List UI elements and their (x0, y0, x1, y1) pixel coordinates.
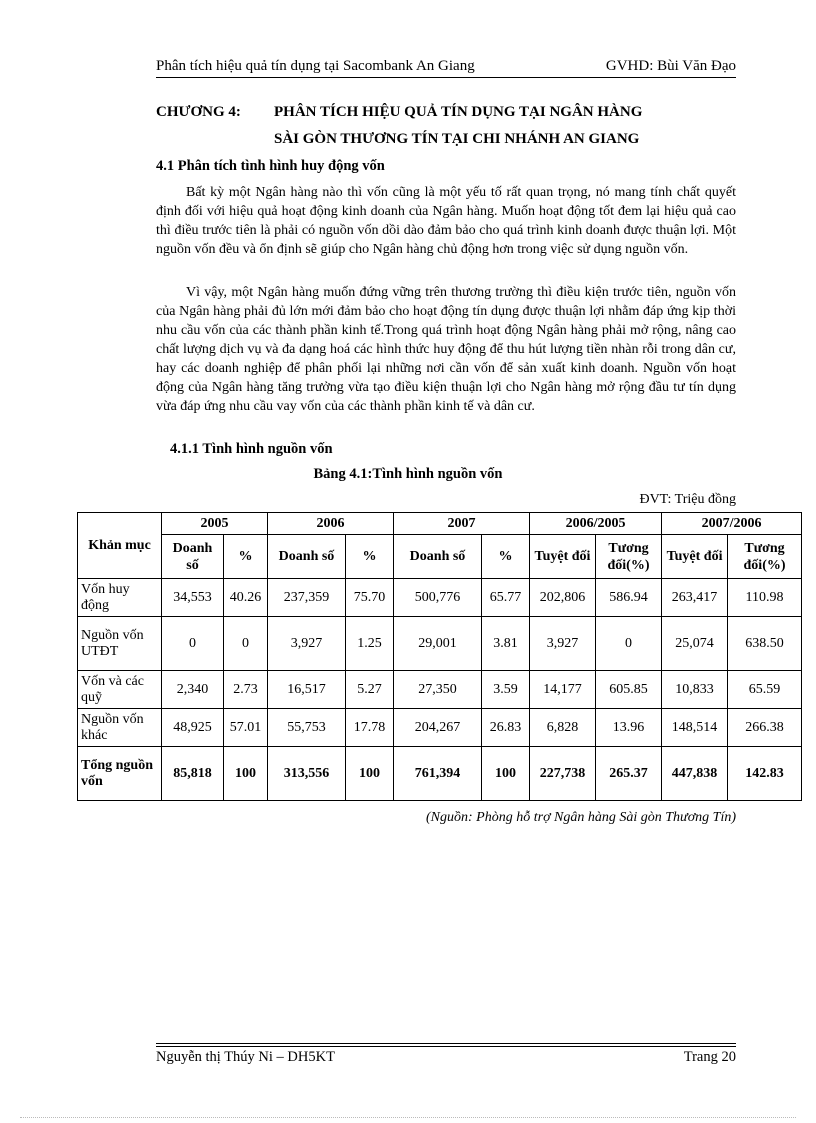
page-header (156, 58, 736, 75)
cell: 13.96 (596, 709, 662, 747)
cell: 17.78 (346, 709, 394, 747)
cell: 202,806 (530, 579, 596, 617)
cell: 148,514 (662, 709, 728, 747)
table-total-row (78, 747, 802, 801)
header-advisor: GVHD: Bùi Văn Đạo (605, 58, 736, 74)
header-rule (156, 77, 736, 78)
cell: 3,927 (530, 617, 596, 671)
cell: 2,340 (162, 671, 224, 709)
cell: 85,818 (162, 747, 224, 801)
table-source: (Nguồn: Phòng hỗ trợ Ngân hàng Sài gòn Thương Tín) (426, 810, 736, 825)
cell: 142.83 (728, 747, 802, 801)
subheader-cell: Doanh số (394, 535, 482, 579)
header-item: Khản mục (78, 513, 162, 579)
cell: 447,838 (662, 747, 728, 801)
cell: 237,359 (268, 579, 346, 617)
cell: 16,517 (268, 671, 346, 709)
footer-rule-top (156, 1043, 736, 1044)
cell: 65.77 (482, 579, 530, 617)
subheader-cell: Tuyệt đối (530, 535, 596, 579)
cell: 14,177 (530, 671, 596, 709)
cell: 605.85 (596, 671, 662, 709)
footer-author: Nguyễn thị Thúy Ni – DH5KT (156, 1049, 335, 1065)
row-label: Tổng nguồn vốn (78, 747, 162, 801)
subheader-cell: Doanh số (268, 535, 346, 579)
header-2005: 2005 (162, 513, 268, 535)
row-label: Vốn và các quỹ (78, 671, 162, 709)
cell: 204,267 (394, 709, 482, 747)
page-footer (156, 1049, 736, 1066)
section-heading: 4.1 Phân tích tình hình huy động vốn (156, 158, 385, 174)
cell: 34,553 (162, 579, 224, 617)
cell: 0 (596, 617, 662, 671)
header-2006: 2006 (268, 513, 394, 535)
cell: 27,350 (394, 671, 482, 709)
subheader-cell: % (224, 535, 268, 579)
table-row (78, 709, 802, 747)
row-label: Nguồn vốn khác (78, 709, 162, 747)
cell: 5.27 (346, 671, 394, 709)
footer-rule-bottom (156, 1046, 736, 1047)
table-header-row (78, 513, 802, 535)
cell: 1.25 (346, 617, 394, 671)
cell: 26.83 (482, 709, 530, 747)
subheader-cell: Doanh số (162, 535, 224, 579)
cell: 6,828 (530, 709, 596, 747)
cell: 3.59 (482, 671, 530, 709)
header-2007-2006: 2007/2006 (662, 513, 802, 535)
cell: 100 (346, 747, 394, 801)
cell: 48,925 (162, 709, 224, 747)
subheader-cell: Tương đối(%) (596, 535, 662, 579)
subheader-cell: % (482, 535, 530, 579)
cell: 29,001 (394, 617, 482, 671)
table-row (78, 617, 802, 671)
chapter-title-line2: SÀI GÒN THƯƠNG TÍN TẠI CHI NHÁNH AN GIANG (274, 131, 640, 147)
page-number: Trang 20 (683, 1049, 736, 1065)
subheader-cell: Tuyệt đối (662, 535, 728, 579)
cell: 110.98 (728, 579, 802, 617)
cell: 2.73 (224, 671, 268, 709)
chapter-heading (156, 104, 642, 121)
subheader-cell: % (346, 535, 394, 579)
cell: 265.37 (596, 747, 662, 801)
cell: 57.01 (224, 709, 268, 747)
cell: 100 (224, 747, 268, 801)
cell: 638.50 (728, 617, 802, 671)
cell: 40.26 (224, 579, 268, 617)
table-subheader-row (78, 535, 802, 579)
cell: 586.94 (596, 579, 662, 617)
table-unit: ĐVT: Triệu đồng (639, 492, 736, 507)
cell: 313,556 (268, 747, 346, 801)
cell: 10,833 (662, 671, 728, 709)
page-edge-divider (20, 1117, 796, 1118)
cell: 65.59 (728, 671, 802, 709)
table-row (78, 671, 802, 709)
cell: 3.81 (482, 617, 530, 671)
cell: 500,776 (394, 579, 482, 617)
cell: 263,417 (662, 579, 728, 617)
cell: 266.38 (728, 709, 802, 747)
header-2007: 2007 (394, 513, 530, 535)
chapter-label: CHƯƠNG 4: (156, 104, 241, 120)
table-row (78, 579, 802, 617)
cell: 100 (482, 747, 530, 801)
cell: 25,074 (662, 617, 728, 671)
cell: 761,394 (394, 747, 482, 801)
paragraph-1: Bất kỳ một Ngân hàng nào thì vốn cũng là một yếu tố rất quan trọng, nó mang tính chất quyết định đối với hiệu quả hoạt động kinh doanh của Ngân hàng. Muốn hoạt động tốt đem lại hiệu quả cao thì điều trước tiên là phải có nguồn vốn dồi dào đảm bảo cho quá trình kinh doanh được thuận lợi. Một nguồn vốn đều và ổn định sẽ giúp cho Ngân hàng chủ động hơn trong việc sử dụng nguồn vốn. (156, 185, 736, 257)
header-2006-2005: 2006/2005 (530, 513, 662, 535)
row-label: Nguồn vốn UTĐT (78, 617, 162, 671)
cell: 75.70 (346, 579, 394, 617)
cell: 0 (224, 617, 268, 671)
cell: 3,927 (268, 617, 346, 671)
cell: 227,738 (530, 747, 596, 801)
header-title: Phân tích hiệu quả tín dụng tại Sacombank An Giang (156, 58, 475, 74)
paragraph-2: Vì vậy, một Ngân hàng muốn đứng vững trên thương trường thì điều kiện trước tiên, nguồn vốn của Ngân hàng phải đủ lớn mới đảm bảo cho hoạt động tín dụng được thuận lợi nhằm đáp ứng kịp thời nhu cầu vốn của các thành phần kinh tế.Trong quá trình hoạt động Ngân hàng phải mở rộng, nâng cao chất lượng dịch vụ và đa dạng hoá các hình thức huy động để thu hút lượng tiền nhàn rỗi trong dân cư, hay các doanh nghiệp để phân phối lại những nơi cần vốn để sản xuất kinh doanh. Nguồn vốn hoạt động của Ngân hàng tăng trưởng vừa tạo điều kiện thuận lợi cho Ngân hàng mở rộng đầu tư tín dụng vừa đáp ứng nhu cầu vay vốn của các thành phần kinh tế và dân cư. (156, 285, 736, 414)
cell: 0 (162, 617, 224, 671)
chapter-title-line1: PHÂN TÍCH HIỆU QUẢ TÍN DỤNG TẠI NGÂN HÀNG (274, 104, 643, 120)
table-caption: Bảng 4.1:Tình hình nguồn vốn (313, 466, 503, 482)
subsection-heading: 4.1.1 Tình hình nguồn vốn (170, 441, 333, 457)
capital-table (77, 512, 802, 801)
subheader-cell: Tương đối(%) (728, 535, 802, 579)
cell: 55,753 (268, 709, 346, 747)
row-label: Vốn huy động (78, 579, 162, 617)
